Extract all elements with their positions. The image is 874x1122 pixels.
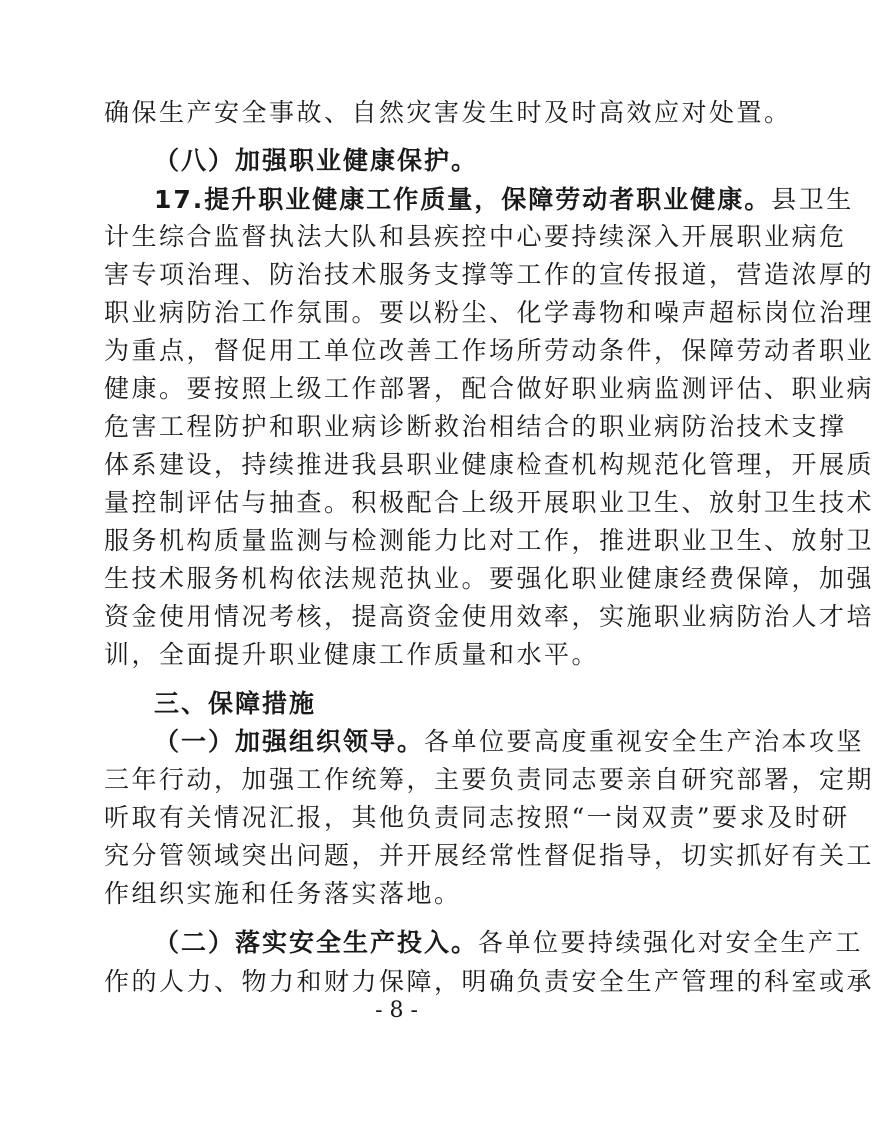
text-line [104, 298, 874, 328]
text-run: 服务机构质量监测与检测能力比对工作，推进职业卫生、放射卫 [104, 526, 874, 555]
text-run: 作的人力、物力和财力保障，明确负责安全生产管理的科室或承 [104, 967, 874, 996]
text-run: 县卫生 [771, 185, 854, 214]
text-line [104, 260, 874, 290]
text-run: 作组织实施和任务落实落地。 [104, 879, 462, 908]
text-line [104, 488, 874, 518]
text-run: 健康。要按照上级工作部署，配合做好职业病监测评估、职业病 [104, 374, 874, 403]
bold-text-run: 17.提升职业健康工作质量，保障劳动者职业健康。 [154, 185, 772, 214]
text-line [104, 765, 874, 795]
text-run: 听取有关情况汇报，其他负责同志按照“一岗双责”要求及时研 [104, 803, 850, 832]
text-line [104, 967, 874, 997]
text-run: 确保生产安全事故、自然灾害发生时及时高效应对处置。 [104, 98, 792, 127]
page-number: - 8 - [375, 998, 418, 1023]
text-line [154, 928, 864, 958]
text-line [104, 374, 874, 404]
text-run: 训，全面提升职业健康工作质量和水平。 [104, 640, 600, 669]
text-line [104, 564, 874, 594]
text-run: 资金使用情况考核，提高资金使用效率，实施职业病防治人才培 [104, 602, 874, 631]
bold-text-run: （八）加强职业健康保护。 [154, 146, 479, 175]
text-run: 职业病防治工作氛围。要以粉尘、化学毒物和噪声超标岗位治理 [104, 298, 874, 327]
text-run: 计生综合监督执法大队和县疾控中心要持续深入开展职业病危 [104, 222, 847, 251]
bold-text-run: 三、保障措施 [154, 689, 317, 718]
text-run: 三年行动，加强工作统筹，主要负责同志要亲自研究部署，定期 [104, 765, 874, 794]
text-line [154, 727, 865, 757]
text-line [104, 222, 847, 252]
text-line [104, 803, 850, 833]
text-line [104, 526, 874, 556]
text-line [104, 412, 847, 442]
text-run: 究分管领域突出问题，并开展经常性督促指导，切实抓好有关工 [104, 841, 874, 870]
text-run: 害专项治理、防治技术服务支撑等工作的宣传报道，营造浓厚的 [104, 260, 874, 289]
text-run: 生技术服务机构依法规范执业。要强化职业健康经费保障，加强 [104, 564, 874, 593]
text-run: 各单位要持续强化对安全生产工 [478, 928, 864, 957]
text-run: 为重点，督促用工单位改善工作场所劳动条件，保障劳动者职业 [104, 336, 874, 365]
bold-text-run: （一）加强组织领导。 [154, 727, 425, 756]
text-line [154, 146, 754, 176]
text-line [104, 336, 874, 366]
text-line [154, 689, 754, 719]
text-run: 危害工程防护和职业病诊断救治相结合的职业病防治技术支撑 [104, 412, 847, 441]
text-run: 各单位要高度重视安全生产治本攻坚 [424, 727, 865, 756]
text-line [154, 185, 854, 215]
text-line [104, 879, 704, 909]
text-run: 体系建设，持续推进我县职业健康检查机构规范化管理，开展质 [104, 450, 874, 479]
text-line [104, 841, 874, 871]
bold-text-run: （二）落实安全生产投入。 [154, 928, 479, 957]
text-line [104, 602, 874, 632]
text-line [104, 450, 874, 480]
text-line [104, 98, 792, 128]
text-line [104, 640, 704, 670]
text-run: 量控制评估与抽查。积极配合上级开展职业卫生、放射卫生技术 [104, 488, 874, 517]
